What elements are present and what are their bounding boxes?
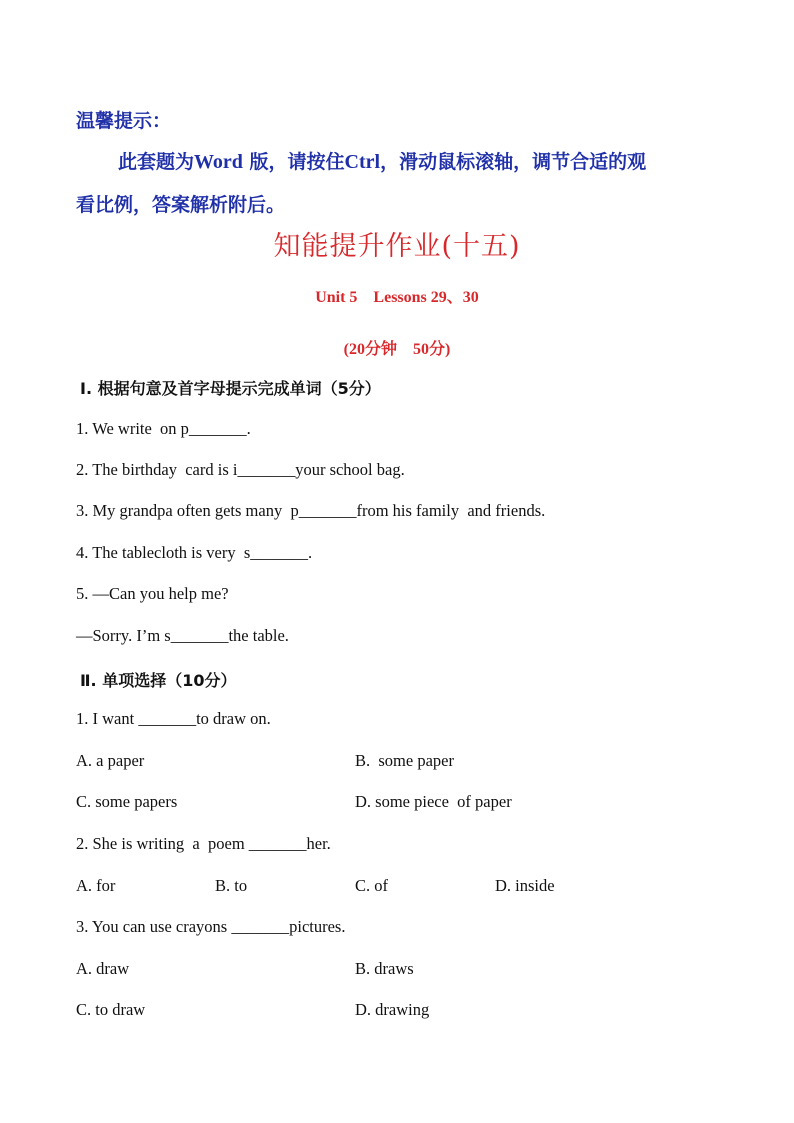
option-b: B. some paper [355,751,454,770]
unit-subtitle: Unit 5 Lessons 29、30 [315,289,479,306]
question-item: 3. My grandpa often gets many p_______from his family and friends. [76,501,546,520]
tip-ctrl-keyword: Ctrl [344,151,381,173]
question-item: —Sorry. I’m s_______the table. [76,626,289,645]
option-c: C. to draw [76,1000,146,1019]
option-c: C. some papers [76,792,178,811]
tip-text: 版，请按住 [242,151,345,173]
option-a: A. for [76,876,116,895]
tip-label: 温馨提示： [76,110,172,132]
option-d: D. some piece of paper [355,792,512,811]
question-stem: 1. I want _______to draw on. [76,709,271,728]
option-d: D. inside [495,876,555,895]
section-2-heading: Ⅱ. 单项选择（10分） [80,671,237,690]
section-1-heading: Ⅰ. 根据句意及首字母提示完成单词（5分） [80,379,381,398]
question-stem: 3. You can use crayons _______pictures. [76,917,346,936]
tip-line-2: 看比例，答案解析附后。 [76,194,286,216]
time-score: (20分钟 50分) [343,341,451,358]
option-a: A. draw [76,959,130,978]
option-c: C. of [355,876,388,895]
question-item: 4. The tablecloth is very s_______. [76,543,313,562]
tip-text: ，滑动鼠标滚轴，调节合适的观 [380,151,647,173]
option-d: D. drawing [355,1000,430,1019]
option-b: B. to [215,876,248,895]
question-item: 2. The birthday card is i_______your school bag. [76,460,405,479]
tip-text: 此套题为 [118,151,195,173]
question-item: 5. —Can you help me? [76,584,229,603]
question-item: 1. We write on p_______. [76,419,251,438]
question-stem: 2. She is writing a poem _______her. [76,834,331,853]
tip-line-1 [118,147,646,174]
option-b: B. draws [355,959,414,978]
page-title: 知能提升作业(十五) [273,231,521,262]
option-a: A. a paper [76,751,145,770]
tip-word-keyword: Word [194,151,243,173]
